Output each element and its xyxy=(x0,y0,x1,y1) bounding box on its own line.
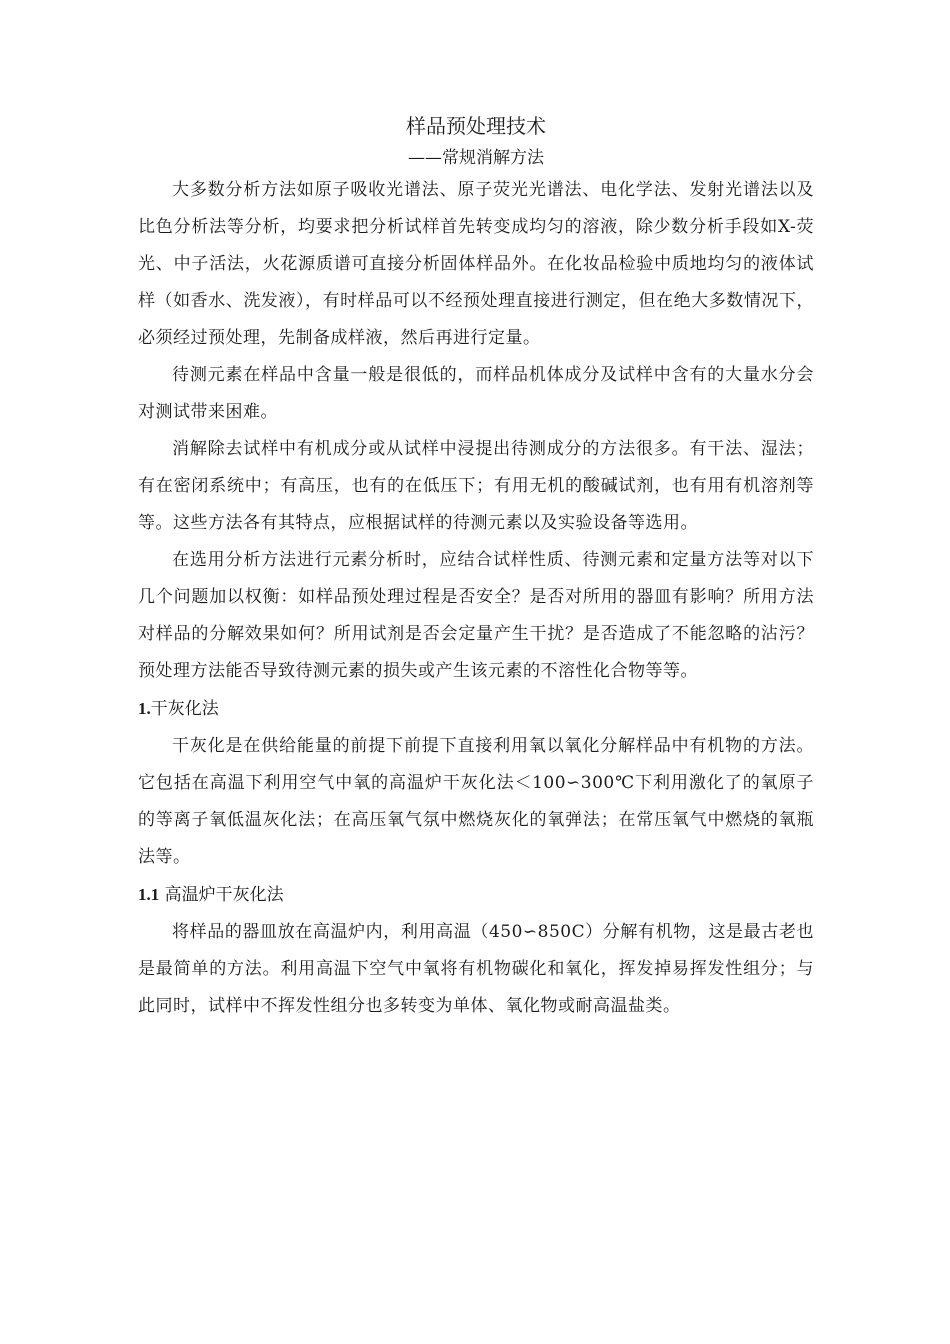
section-number: 1.1 xyxy=(138,885,160,904)
document-page xyxy=(138,112,814,1025)
section-title: 干灰化法 xyxy=(150,699,219,719)
paragraph-content: 待测元素在样品中含量一般是很低的，而样品机体成分及试样中含有的大量水分会对测试带来困难。 xyxy=(138,365,814,422)
document-title: 样品预处理技术 xyxy=(406,114,546,138)
paragraph-furnace-ashing: 将样品的器皿放在高温炉内，利用高温（450∽850C）分解有机物，这是最古老也是最简单的方法。利用高温下空气中氧将有机物碳化和氧化，挥发掉易挥发性组分；与此同时，试样中不挥发性组分也多转变为单体、氧化物或耐高温盐类。 xyxy=(138,922,814,1016)
document-subtitle: ——常规消解方法 xyxy=(408,148,544,168)
paragraph-methods: 消解除去试样中有机成分或从试样中浸提出待测成分的方法很多。有干法、湿法；有在密闭系统中；有高压，也有的在低压下；有用无机的酸碱试剂，也有用有机溶剂等等。这些方法各有其特点，应根据试样的待测元素以及实验设备等选用。 xyxy=(138,439,814,533)
paragraph-dry-ashing: 干灰化是在供给能量的前提下前提下直接利用氧以氧化分解样品中有机物的方法。它包括在高温下利用空气中氧的高温炉干灰化法＜100∽300℃下利用激化了的氧原子的等离子氧低温灰化法；在高压氧气氛中燃烧灰化的氧弹法；在常压氧气中燃烧的氧瓶法等。 xyxy=(138,736,814,867)
paragraph-considerations: 在选用分析方法进行元素分析时，应结合试样性质、待测元素和定量方法等对以下几个问题加以权衡：如样品预处理过程是否安全？是否对所用的器皿有影响？所用方法对样品的分解效果如何？所用试剂是否会定量产生干扰？是否造成了不能忽略的沾污？预处理方法能否导致待测元素的损失或产生该元素的不溶性化合物等等。 xyxy=(138,550,814,681)
section-heading-1-1 xyxy=(138,876,814,914)
section-number: 1. xyxy=(138,699,151,718)
paragraph-intro: 大多数分析方法如原子吸收光谱法、原子荧光光谱法、电化学法、发射光谱法以及比色分析法等分析，均要求把分析试样首先转变成均匀的溶液，除少数分析手段如X-荧光、中子活法，火花源质谱可直接分析固体样品外。在化妆品检验中质地均匀的液体试样（如香水、洗发液），有时样品可以不经预处理直接进行测定，但在绝大多数情况下，必须经过预处理，先制备成样液，然后再进行定量。 xyxy=(138,180,814,348)
section-title: 高温炉干灰化法 xyxy=(164,885,284,905)
section-heading-1 xyxy=(138,690,814,728)
